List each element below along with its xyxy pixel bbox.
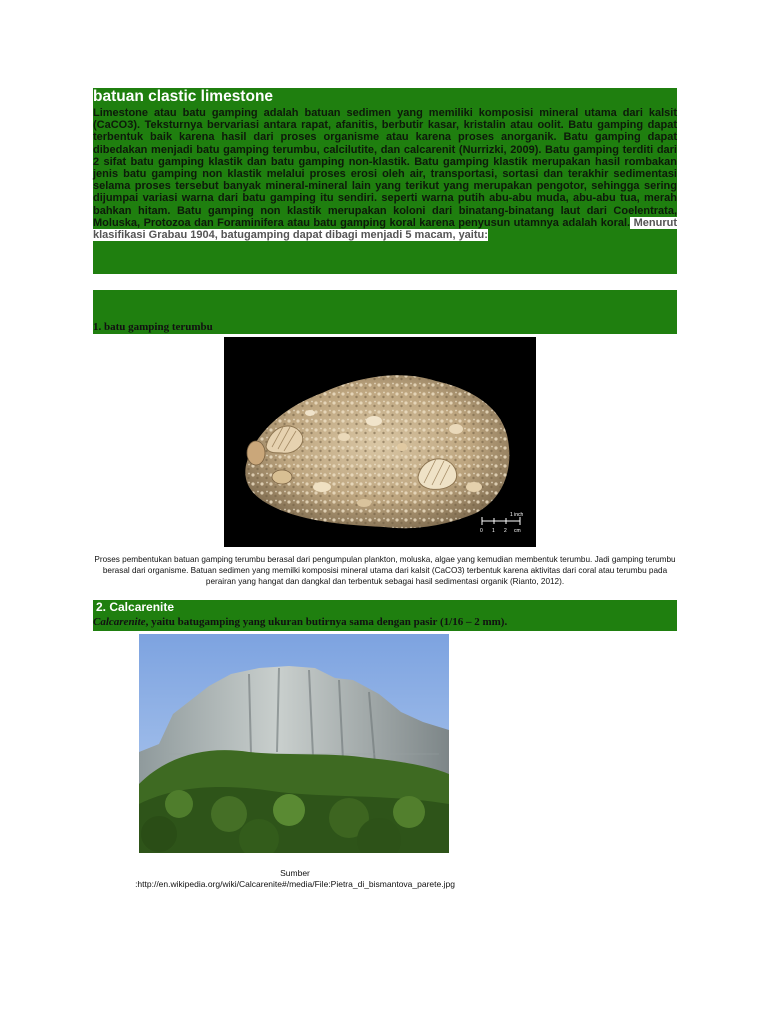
fossil-limestone-photo [224,337,536,547]
scale-bar [480,512,524,534]
section-1-heading: 1. batu gamping terumbu [93,321,213,333]
section-2-heading-block [93,600,677,631]
scale-tick-unit: cm [514,528,521,534]
calcarenite-definition-text: , yaitu batugamping yang ukuran butirnya sama dengan pasir (1/16 – 2 mm). [145,616,508,628]
section-1-heading-block [93,290,677,334]
page-title: batuan clastic limestone [93,88,274,105]
source-label: Sumber [280,868,310,878]
calcarenite-cliff-photo [139,634,449,853]
shell-shape [247,441,265,465]
source-url: :http://en.wikipedia.org/wiki/Calcarenite#/media/File:Pietra_di_bismantova_parete.jpg [135,879,455,889]
intro-plain-text: Menurut klasifikasi Grabau 1904, batugamping dapat dibagi menjadi 5 macam, yaitu: [93,216,677,242]
scale-tick-2: 2 [504,528,507,534]
calcarenite-definition [93,616,507,629]
calcarenite-term: Calcarenite [93,616,146,628]
title-block [93,88,677,274]
section-2-heading: 2. Calcarenite [96,600,175,614]
intro-paragraph [93,107,677,241]
fossil-photo-caption: Proses pembentukan batuan gamping terumbu berasal dari pengumpulan plankton, moluska, algae yang kemudian membentuk terumbu. Jadi gamping terumbu berasal dari organisme. Batuan sedimen yang memilki komposisi mineral utama dari kalsit (CaCO3) terbentuk karena aktivitas dari coral atau terumbu pada perairan yang hangat dan dangkal dan terbentuk sebagai hasil sedimentasi organik (Rianto, 2012). [94,555,676,586]
scale-inch-label: 1 inch [510,512,524,518]
scale-tick-1: 1 [492,528,495,534]
scale-tick-0: 0 [480,528,483,534]
intro-highlighted-text: Limestone atau batu gamping adalah batuan sedimen yang memiliki komposisi mineral utama dari kalsit (CaCO3). Teksturnya bervariasi antara rapat, afanitis, berbutir kasar, kristalin atau oolit. Batu gamping dapat terbentuk baik karena hasil dari proses organisme atau karena proses anorganik. Batu gamping dapat dibedakan menjadi batu gamping terumbu, calcilutite, dan calcarenit (Nurrizki, 2009). Batu gamping terditi dari 2 sifat batu gamping klastik dan batu gamping non-klastik. Batu gamping klastik merupakan hasil rombakan jenis batu gamping non klastik melalui proses erosi oleh air, transportasi, sortasi dan terakhir sedimentasi selama proses tersebut banyak mineral-mineral lain yang terikut yang merupakan pengotor, sehingga sering dijumpai variasi warna dari batu gamping itu sendiri. seperti warna putih abu-abu muda, abu-abu tua, merah bahkan hitam. Batu gamping non klastik merupakan koloni dari binatang-binatang laut dari Coelentrata, Moluska, Protozoa dan Foraminifera atau batu gamping koral karena penyusun utamnya adalah koral. [93,107,677,229]
